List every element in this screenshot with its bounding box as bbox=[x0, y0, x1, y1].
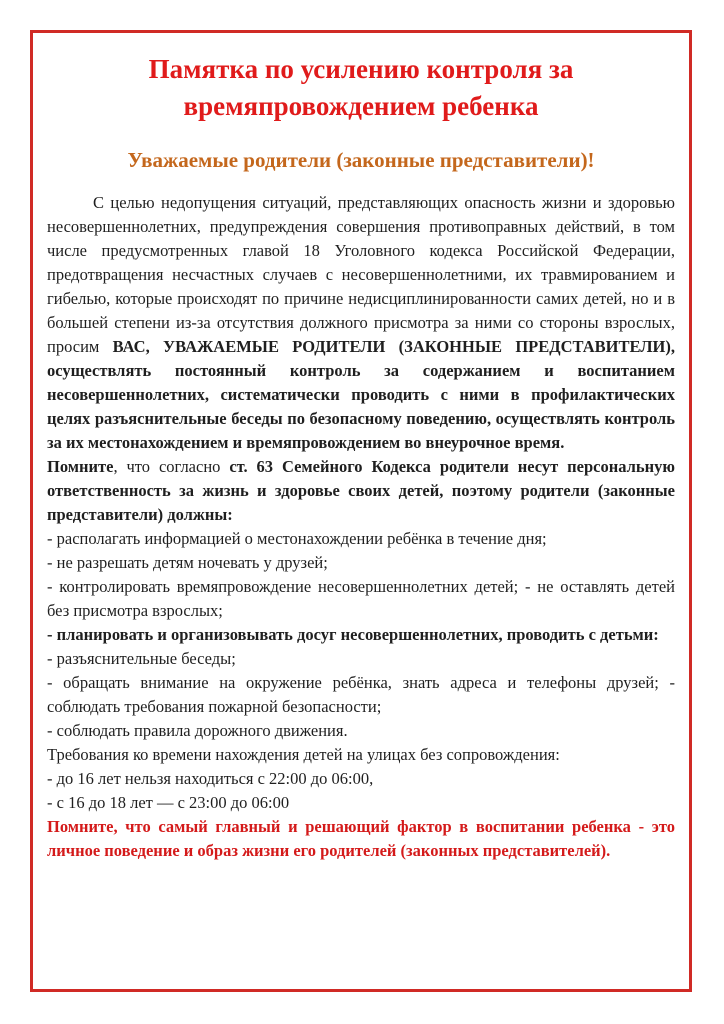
text-run: Требования ко времени нахождения детей на улицах без сопровождения: bbox=[47, 745, 560, 764]
paragraph bbox=[47, 791, 675, 815]
text-run: , что согласно bbox=[113, 457, 230, 476]
text-run: - с 16 до 18 лет — с 23:00 до 06:00 bbox=[47, 793, 290, 812]
paragraph bbox=[47, 527, 675, 551]
text-run: - располагать информацией о местонахождении ребёнка в течение дня; bbox=[47, 529, 547, 548]
text-run: - до 16 лет нельзя находиться с 22:00 до 06:00, bbox=[47, 769, 374, 788]
paragraph bbox=[47, 671, 675, 719]
text-run: ст. 63 Семейного Кодекса родители несут персональную ответственность за жизнь и здоровье своих детей, поэтому родители (законные представители) должны: bbox=[47, 457, 675, 524]
text-run: - не разрешать детям ночевать у друзей; bbox=[47, 553, 328, 572]
text-run: Помните bbox=[47, 457, 114, 476]
paragraph bbox=[47, 767, 675, 791]
paragraph bbox=[47, 719, 675, 743]
text-run: - контролировать времяпровождение несовершеннолетних детей; - не оставлять детей без присмотра взрослых; bbox=[47, 577, 675, 620]
paragraph bbox=[47, 551, 675, 575]
text-run: - обращать внимание на окружение ребёнка, знать адреса и телефоны друзей; - соблюдать требования пожарной безопасности; bbox=[47, 673, 675, 716]
text-run: С целью недопущения ситуаций, представляющих опасность жизни и здоровью несовершеннолетних, предупреждения совершения противоправных действий, в том числе предусмотренных главой 18 Уголовного кодекса Российской Федерации, предотвращения несчастных случаев с несовершеннолетними, их травмированием и гибелью, которые происходят по причине недисциплинированности самих детей, но и в большей степени из-за отсутствия должного присмотра за ними со стороны взрослых, просим bbox=[47, 193, 675, 356]
paragraph bbox=[47, 743, 675, 767]
document-body bbox=[47, 191, 675, 863]
paragraph bbox=[47, 647, 675, 671]
paragraph bbox=[47, 815, 675, 863]
text-run: - разъяснительные беседы; bbox=[47, 649, 236, 668]
paragraph bbox=[47, 623, 675, 647]
page-subtitle: Уважаемые родители (законные представители)! bbox=[127, 148, 595, 172]
document-frame bbox=[30, 30, 692, 992]
paragraph bbox=[47, 455, 675, 527]
text-run: ВАС, УВАЖАЕМЫЕ РОДИТЕЛИ (ЗАКОННЫЕ ПРЕДСТАВИТЕЛИ), осуществлять постоянный контроль за содержанием и воспитанием несовершеннолетних, систематически проводить с ними в профилактических целях разъяснительные беседы по безопасному поведению, осуществлять контроль за их местонахождением и времяпровождением во внеурочное время. bbox=[47, 337, 675, 452]
text-run: Помните, что самый главный и решающий фактор в воспитании ребенка - это личное поведение и образ жизни его родителей (законных представителей). bbox=[47, 817, 675, 860]
paragraph bbox=[47, 575, 675, 623]
text-run: - соблюдать правила дорожного движения. bbox=[47, 721, 348, 740]
page-title: Памятка по усилению контроля за времяпровождением ребенка bbox=[148, 54, 574, 121]
paragraph bbox=[47, 191, 675, 455]
text-run: - планировать и организовывать досуг несовершеннолетних, проводить с детьми: bbox=[47, 625, 659, 644]
